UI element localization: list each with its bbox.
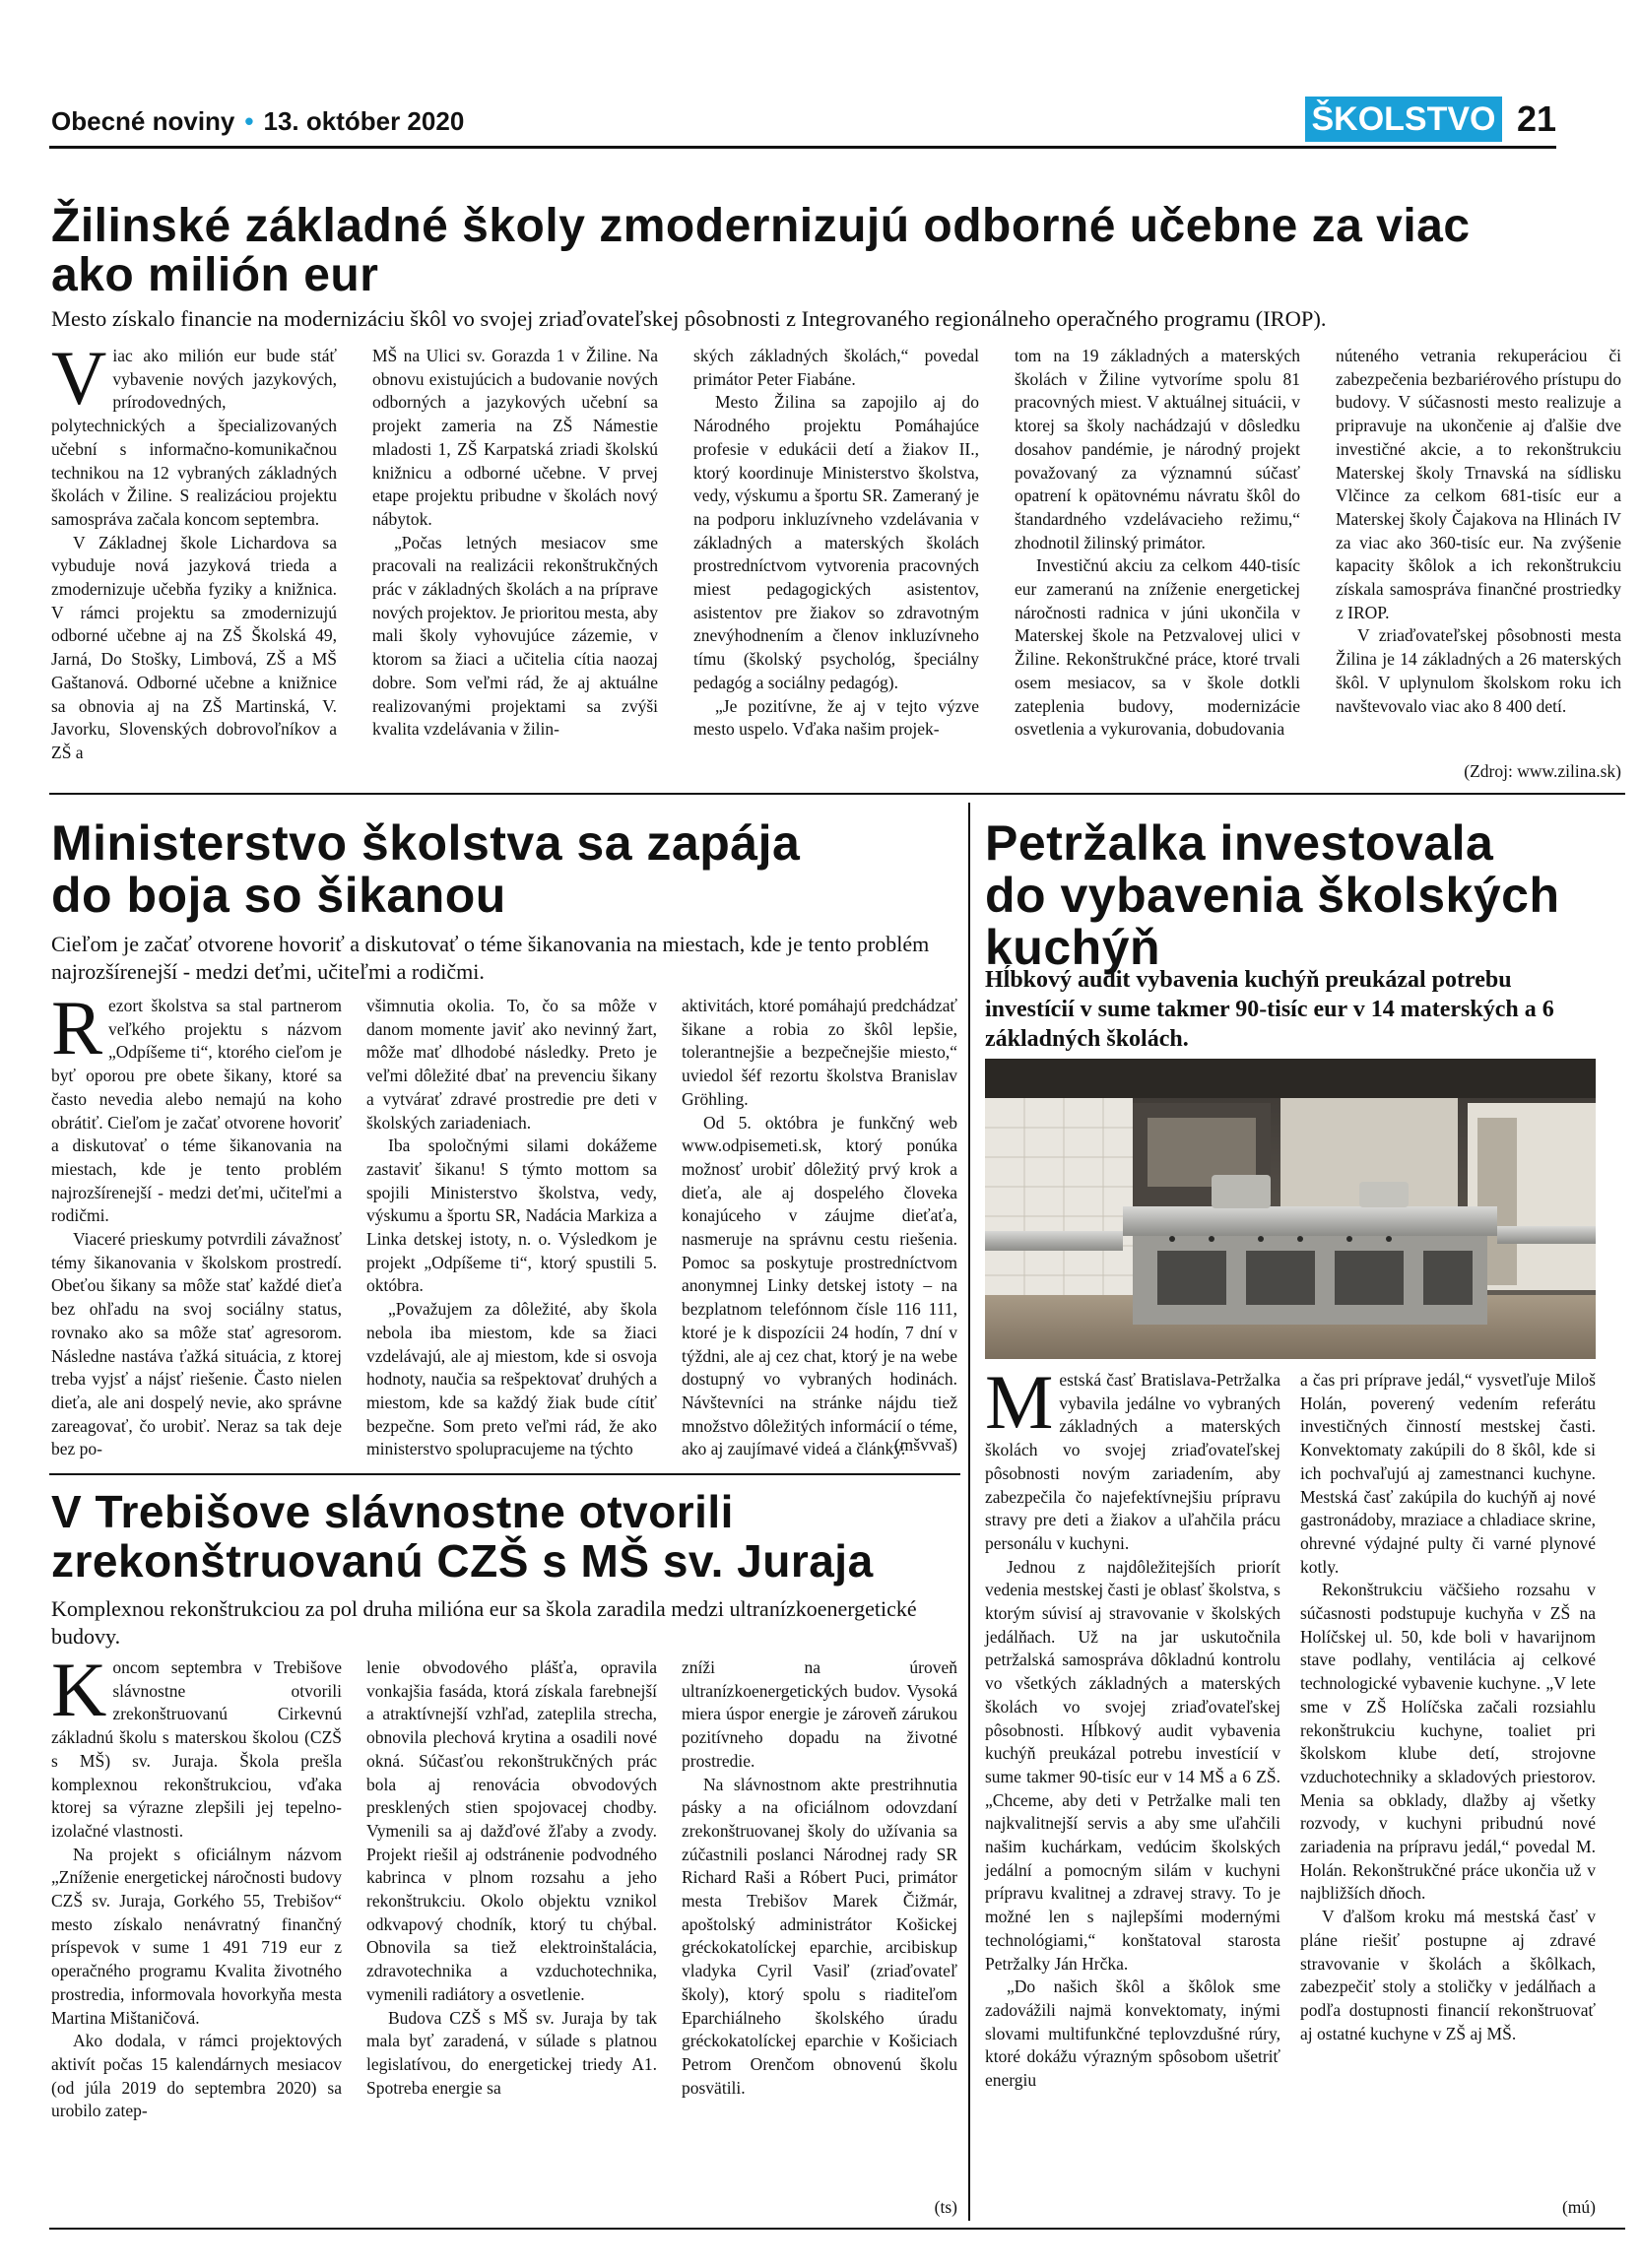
paragraph: Viaceré prieskumy potvrdili závažnosť témy šikanovania v školskom prostredí. Obeťou šikany sa môže stať každé dieťa bez ohľadu na svoj sociálny status, rovnako ako sa môže stať agresorom. Následne nastáva ťažká situácia, z ktorej treba vyjsť a nájsť riešenie. Často nielen dieťa, ale ani dospelý nevie, ako správne zareagovať, čo urobiť. Neraz sa tak deje bez po- bbox=[51, 1229, 342, 1459]
paragraph: všimnutia okolia. To, čo sa môže v danom momente javiť ako nevinný žart, môže mať dlhodobé následky. Preto je veľmi dôležité dbať na prevenciu šikany a vytvárať zdravé prostredie pre deti v školských zariadeniach. bbox=[366, 996, 657, 1133]
article1-source: (Zdroj: www.zilina.sk) bbox=[1464, 761, 1621, 781]
title-line: kuchýň bbox=[985, 920, 1161, 975]
article3-col2 bbox=[1300, 1369, 1596, 2201]
column-divider bbox=[968, 803, 970, 2221]
paragraph: V ďalšom kroku má mestská časť v pláne riešiť postupne aj zdravé stravovanie v školách a škôlkach, zabezpečiť stoly a stoličky v jedálňach a podľa dostupnosti financií rekonštruovať aj ostatné kuchyne v ZŠ aj MŠ. bbox=[1300, 1907, 1596, 2043]
article2-col1 bbox=[51, 985, 342, 1459]
article4-col3 bbox=[682, 1656, 957, 2193]
paragraph: Na projekt s oficiálnym názvom „Zníženie energetickej náročnosti budovy CZŠ sv. Juraja, Gorkého 55, Trebišov“ mesto získalo nenávratný finančný príspevok v sume 1 491 719 eur z operačného programu Kvalita životného prostredia, informovala hovorkyňa mesta Martina Mištaničová. bbox=[51, 1844, 342, 2028]
article1-col2 bbox=[372, 345, 658, 783]
paragraph: „Do našich škôl a škôlok sme zadovážili najmä konvektomaty, inými slovami multifunkčné teplovzdušné rúry, ktoré dokážu výrazným spôsobom ušetriť energiu bbox=[985, 1976, 1280, 2091]
page-number: 21 bbox=[1517, 98, 1557, 139]
section-label: ŠKOLSTVO bbox=[1305, 97, 1502, 142]
paragraph: oncom septembra v Trebišove slávnostne otvorili zrekonštruovanú Cirkevnú základnú školu s materskou školou (CZŠ s MŠ) sv. Juraja. Škola prešla komplexnou rekonštrukciou, vďaka ktorej sa výrazne zlepšili jej tepelno-izolačné vlastnosti. bbox=[51, 1657, 342, 1841]
paragraph: lenie obvodového plášťa, opravila vonkajšia fasáda, ktorá získala farebnejší a atraktívnejší vzhľad, zateplila strecha, obnovila plechová krytina a osadili nové okná. Súčasťou rekonštrukčných prác bola aj renovácia obvodových presklených stien spojovacej chodby. Vymenili sa aj dažďové žľaby a zvody. Projekt riešil aj odstránenie podvodného kabrinca v plnom rozsahu a jeho rekonštrukciu. Okolo objektu vznikol odkvapový chodník, ktorý tu chýbal. Obnovila sa tiež elektroinštalácia, zdravotechnika a vzduchotechnika, vymenili radiátory a osvetlenie. bbox=[366, 1657, 657, 2004]
title-line: V Trebišove slávnostne otvorili bbox=[51, 1486, 734, 1537]
article1-col4 bbox=[1015, 345, 1300, 783]
article4-signature: (ts) bbox=[934, 2197, 957, 2217]
paragraph: Investičnú akciu za celkom 440-tisíc eur zameranú na zníženie energetickej náročnosti radnica v júni ukončila v Materskej škole na Petzvalovej ulici v Žiline. Rekonštrukčné práce, ktoré trvali osem mesiacov, sa v škole dotkli zateplenia budovy, modernizácie osvetlenia a vykurovania, dobudovania bbox=[1015, 555, 1300, 740]
title-line: zrekonštruovanú CZŠ s MŠ sv. Juraja bbox=[51, 1535, 874, 1587]
paragraph: Rekonštrukciu väčšieho rozsahu v súčasnosti podstupuje kuchyňa v ZŠ na Holíčskej ul. 50, kde boli v havarijnom stave podlahy, ventilácia aj celkové technologické vybavenie kuchyne. „V lete sme v ZŠ Holíčska začali rozsiahlu rekonštrukciu kuchyne, toaliet pri školskom klube detí, strojovne vzduchotechniky a skladových priestorov. Menia sa obklady, dlažby aj všetky rozvody, v kuchyni pribudnú nové zariadenia na prípravu jedál,“ povedal M. Holán. Rekonštrukčné práce ukončia už v najbližších dňoch. bbox=[1300, 1580, 1596, 1904]
drop-cap: M bbox=[985, 1359, 1054, 1445]
paragraph: iac ako milión eur bude stáť vybavenie nových jazykových, prírodovedných, polytechnických a špecializovaných učební s informačno-komunikačnou technikou na 12 vybraných základných školách v Žiline. S realizáciou projektu samospráva začala koncom septembra. bbox=[51, 346, 337, 529]
title-line: Petržalka investovala bbox=[985, 815, 1494, 871]
masthead bbox=[51, 106, 464, 137]
article4-col2 bbox=[366, 1656, 657, 2223]
paragraph: MŠ na Ulici sv. Gorazda 1 v Žiline. Na obnovu existujúcich a budovanie nových odborných a jazykových učební sa projekt zameria na ZŠ Námestie mladosti 1, ZŠ Karpatská zriadi školskú knižnicu a odborné učebne. V prvej etape projektu pribudne v školách nový nábytok. bbox=[372, 346, 658, 529]
paragraph: Budova CZŠ s MŠ sv. Juraja by tak mala byť zaradená, v súlade s platnou legislatívou, do energetickej triedy A1. Spotreba energie sa bbox=[366, 2007, 657, 2098]
publication-name: Obecné noviny bbox=[51, 106, 235, 136]
drop-cap: K bbox=[51, 1647, 107, 1732]
article4-title bbox=[51, 1487, 957, 1586]
paragraph: V zriaďovateľskej pôsobnosti mesta Žilina je 14 základných a 26 materských škôl. V uplynulom školskom roku ich navštevovalo viac ako 8 400 detí. bbox=[1336, 625, 1621, 716]
paragraph: tom na 19 základných a materských školách v Žiline vytvoríme spolu 81 pracovných miest. V aktuálnej situácii, v ktorej sa školy nachádzajú v dôsledku dosahov pandémie, je národný projekt považovaný za významnú súčasť opatrení k opätovnému návratu škôl do štandardného vzdelávacieho režimu,“ zhodnotil žilinský primátor. bbox=[1015, 346, 1300, 552]
article1-lead: Mesto získalo financie na modernizáciu škôl vo svojej zriaďovateľskej pôsobnosti z Integrovaného regionálneho operačného programu (IROP). bbox=[51, 306, 1327, 331]
paragraph: „Počas letných mesiacov sme pracovali na realizácii rekonštrukčných prác v základných školách a na príprave nových projektov. Je prioritou mesta, aby mali školy vyhovujúce zázemie, v ktorom sa žiaci a učitelia cítia naozaj dobre. Som veľmi rád, že aj aktuálne realizovanými projektami sa zvýši kvalita vzdelávania v žilin- bbox=[372, 532, 658, 740]
paragraph: ských základných školách,“ povedal primátor Peter Fiabáne. bbox=[693, 346, 979, 389]
article4-col1 bbox=[51, 1647, 342, 2223]
article3-signature: (mú) bbox=[1561, 2197, 1596, 2217]
article2-col2 bbox=[366, 995, 657, 1458]
paragraph: Iba spoločnými silami dokážeme zastaviť šikanu! S týmto mottom sa spojili Ministerstvo školstva, vedy, výskumu a športu SR, Nadácia Markiza a Linka detskej istoty, n. o. Výsledkom je projekt „Odpíšeme ti“, ktorý spustili 5. októbra. bbox=[366, 1135, 657, 1296]
paragraph: núteného vetrania rekuperáciou či zabezpečenia bezbariérového prístupu do budovy. V súčasnosti mesto realizuje a pripravuje na ukončenie aj ďalšie dve investičné akcie, a to rekonštrukciu Materskej školy Trnavská na sídlisku Vlčince za celkom 681-tisíc eur a Materskej školy Čajakova na Hlinách IV za viac ako 360-tisíc eur. Na zvýšenie kapacity škôlok a ich rekonštrukciu získala samospráva finančné prostriedky z IROP. bbox=[1336, 346, 1621, 622]
header-rule bbox=[49, 146, 1556, 149]
article1-title: Žilinské základné školy zmodernizujú odborné učebne za viac ako milión eur bbox=[51, 200, 1471, 301]
paragraph: Na slávnostnom akte prestrihnutia pásky a na oficiálnom odovzdaní zrekonštruovanej školy do užívania sa zúčastnili poslanci Národnej rady SR Richard Raši a Róbert Puci, primátor mesta Trebišov Marek Čižmár, apoštolský administrátor Košickej gréckokatolíckej eparchie, arcibiskup vladyka Cyril Vasiľ (zriaďovateľ školy), ktorý spolu s riaditeľom Eparchiálneho školského úradu gréckokatolíckej eparchie v Košiciach Petrom Orenčom obnovenú školu posvätili. bbox=[682, 1774, 957, 2098]
paragraph: „Považujem za dôležité, aby škola nebola iba miestom, kde sa žiaci vzdelávajú, ale aj miestom, kde si osvoja hodnoty, naučia sa rešpektovať druhých a miestom, kde sa každý žiak bude cítiť bezpečne. Som preto veľmi rád, že ako ministerstvo spolupracujeme na týchto bbox=[366, 1299, 657, 1459]
separator-dot: • bbox=[244, 106, 254, 136]
paragraph: Jednou z najdôležitejších priorít vedenia mestskej časti je oblasť školstva, s ktorým súvisí aj stravovanie v školských jedálňach. Už na jar uskutočnila petržalská samospráva dôkladnú kontrolu vo všetkých základných a materských školách vo svojej zriaďovateľskej pôsobnosti. Hĺbkový audit vybavenia kuchýň preukázal potrebu investícií v sume takmer 90-tisíc eur v 14 MŠ a 6 ZŠ. „Chceme, aby deti v Petržalke mali ten najkvalitnejší servis a aby sme uľahčili našim kuchárkam, vedúcim školských jedální a pomocným silám v kuchyni prípravu kvalitnej a zdravej stravy. To je možné len s najlepšími modernými technológiami,“ konštatoval starosta Petržalky Ján Hrčka. bbox=[985, 1556, 1280, 1974]
footer-rule bbox=[49, 2228, 1625, 2230]
kitchen-photo bbox=[985, 1059, 1596, 1359]
kitchen-photo-graphic bbox=[985, 1059, 1596, 1359]
paragraph: zníži na úroveň ultranízkoenergetických budov. Vysoká miera úspor energie je zároveň zárukou pozitívneho dopadu na životné prostredie. bbox=[682, 1657, 957, 1771]
title-line: do boja so šikanou bbox=[51, 868, 506, 923]
drop-cap: V bbox=[51, 335, 107, 421]
article1-col1 bbox=[51, 335, 337, 783]
article2-title bbox=[51, 817, 957, 922]
section-divider bbox=[49, 793, 1625, 795]
paragraph: estská časť Bratislava-Petržalka vybavila jedálne vo vybraných základných a materských školách vo svojej zriaďovateľskej pôsobnosti novým zariadením, aby zabezpečila čo najefektívnejšiu prípravu stravy pre deti a žiakov a uľahčila prácu personálu v kuchyni. bbox=[985, 1370, 1280, 1553]
article4-lead: Komplexnou rekonštrukciou za pol druha milióna eur sa škola zaradila medzi ultranízkoenergetické budovy. bbox=[51, 1596, 917, 1649]
title-line: Ministerstvo školstva sa zapája bbox=[51, 815, 801, 871]
title-line: do vybavenia školských bbox=[985, 868, 1560, 923]
article3-title bbox=[985, 817, 1615, 974]
paragraph: Ako dodala, v rámci projektových aktivít počas 15 kalendárnych mesiacov (od júla 2019 do septembra 2020) sa urobilo zatep- bbox=[51, 2031, 342, 2121]
paragraph: Od 5. októbra je funkčný web www.odpisemeti.sk, ktorý ponúka možnosť urobiť dôležitý prvý krok a dieťa, ale aj dospelého človeka konajúceho v záujme dieťaťa, nasmeruje na správnu cestu riešenia. Pomoc sa poskytuje prostredníctvom anonymnej Linky detskej istoty – na bezplatnom telefónnom čísle 116 111, ktoré je k dispozícii 24 hodín, 7 dní v týždni, ale aj cez chat, ktorý je na webe dostupný vo vybraných hodinách. Návštevníci na stránke nájdu tiež množstvo dôležitých informácií o téme, ako aj zaujímavé videá a články. bbox=[682, 1112, 957, 1459]
paragraph: Mesto Žilina sa zapojilo aj do Národného projektu Pomáhajúce profesie v edukácii detí a žiakov II., ktorý koordinuje Ministerstvo školstva, vedy, výskumu a športu SR. Zameraný je na podporu inkluzívneho vzdelávania v základných a materských školách prostredníctvom vytvorenia pracovných miest pedagogických asistentov, asistentov pre žiakov so zdravotným znevýhodnením a členov inkluzívneho tímu (školský psychológ, špeciálny pedagóg a sociálny pedagóg). bbox=[693, 392, 979, 692]
section-divider bbox=[49, 1473, 960, 1475]
article2-lead: Cieľom je začať otvorene hovoriť a diskutovať o téme šikanovania na miestach, kde je tento problém najrozšírenejší - medzi deťmi, učiteľmi a rodičmi. bbox=[51, 932, 930, 984]
issue-date: 13. október 2020 bbox=[263, 106, 465, 136]
paragraph: a čas pri príprave jedál,“ vysvetľuje Miloš Holán, poverený vedením referátu investičných činností mestskej časti. Konvektomaty zakúpili do 8 škôl, kde si ich pochvaľujú aj zamestnanci kuchyne. Mestská časť zakúpila do kuchýň aj nové gastronádoby, mraziace a chladiace skrine, ohrevné výdajné pulty či varné plynové kotly. bbox=[1300, 1370, 1596, 1577]
drop-cap: R bbox=[51, 985, 103, 1070]
paragraph: „Je pozitívne, že aj v tejto výzve mesto uspelo. Vďaka našim projek- bbox=[693, 695, 979, 740]
article1-col3 bbox=[693, 345, 979, 783]
paragraph: ezort školstva sa stal partnerom veľkého projektu s názvom „Odpíšeme ti“, ktorého cieľom je byť oporou pre obete šikany, ktoré sa často nevedia alebo nemajú na koho obrátiť. Cieľom je začať otvorene hovoriť a diskutovať o téme šikanovania na miestach, kde je tento problém najrozšírenejší - medzi deťmi, učiteľmi a rodičmi. bbox=[51, 996, 342, 1226]
article1-col5 bbox=[1336, 345, 1621, 758]
paragraph: aktivitách, ktoré pomáhajú predchádzať šikane a robia zo škôl lepšie, tolerantnejšie a bezpečnejšie miesto,“ uviedol šéf rezortu školstva Branislav Gröhling. bbox=[682, 996, 957, 1109]
article3-col1 bbox=[985, 1359, 1280, 2218]
article2-signature: (mšvvaš) bbox=[893, 1435, 957, 1455]
article3-lead: Hĺbkový audit vybavenia kuchýň preukázal potrebu investícií v sume takmer 90-tisíc eur v 14 materských a 6 základných školách. bbox=[985, 967, 1554, 1052]
paragraph: V Základnej škole Lichardova sa vybuduje nová jazyková trieda a zmodernizuje učebňa fyziky a knižnica. V rámci projektu sa zmodernizujú odborné učebne aj na ZŠ Školská 49, Jarná, Do Stošky, Limbová, ZŠ a MŠ Gaštanová. Odborné učebne a knižnice sa obnovia aj na ZŠ Martinská, V. Javorku, Slovenských dobrovoľníkov a ZŠ a bbox=[51, 532, 337, 762]
